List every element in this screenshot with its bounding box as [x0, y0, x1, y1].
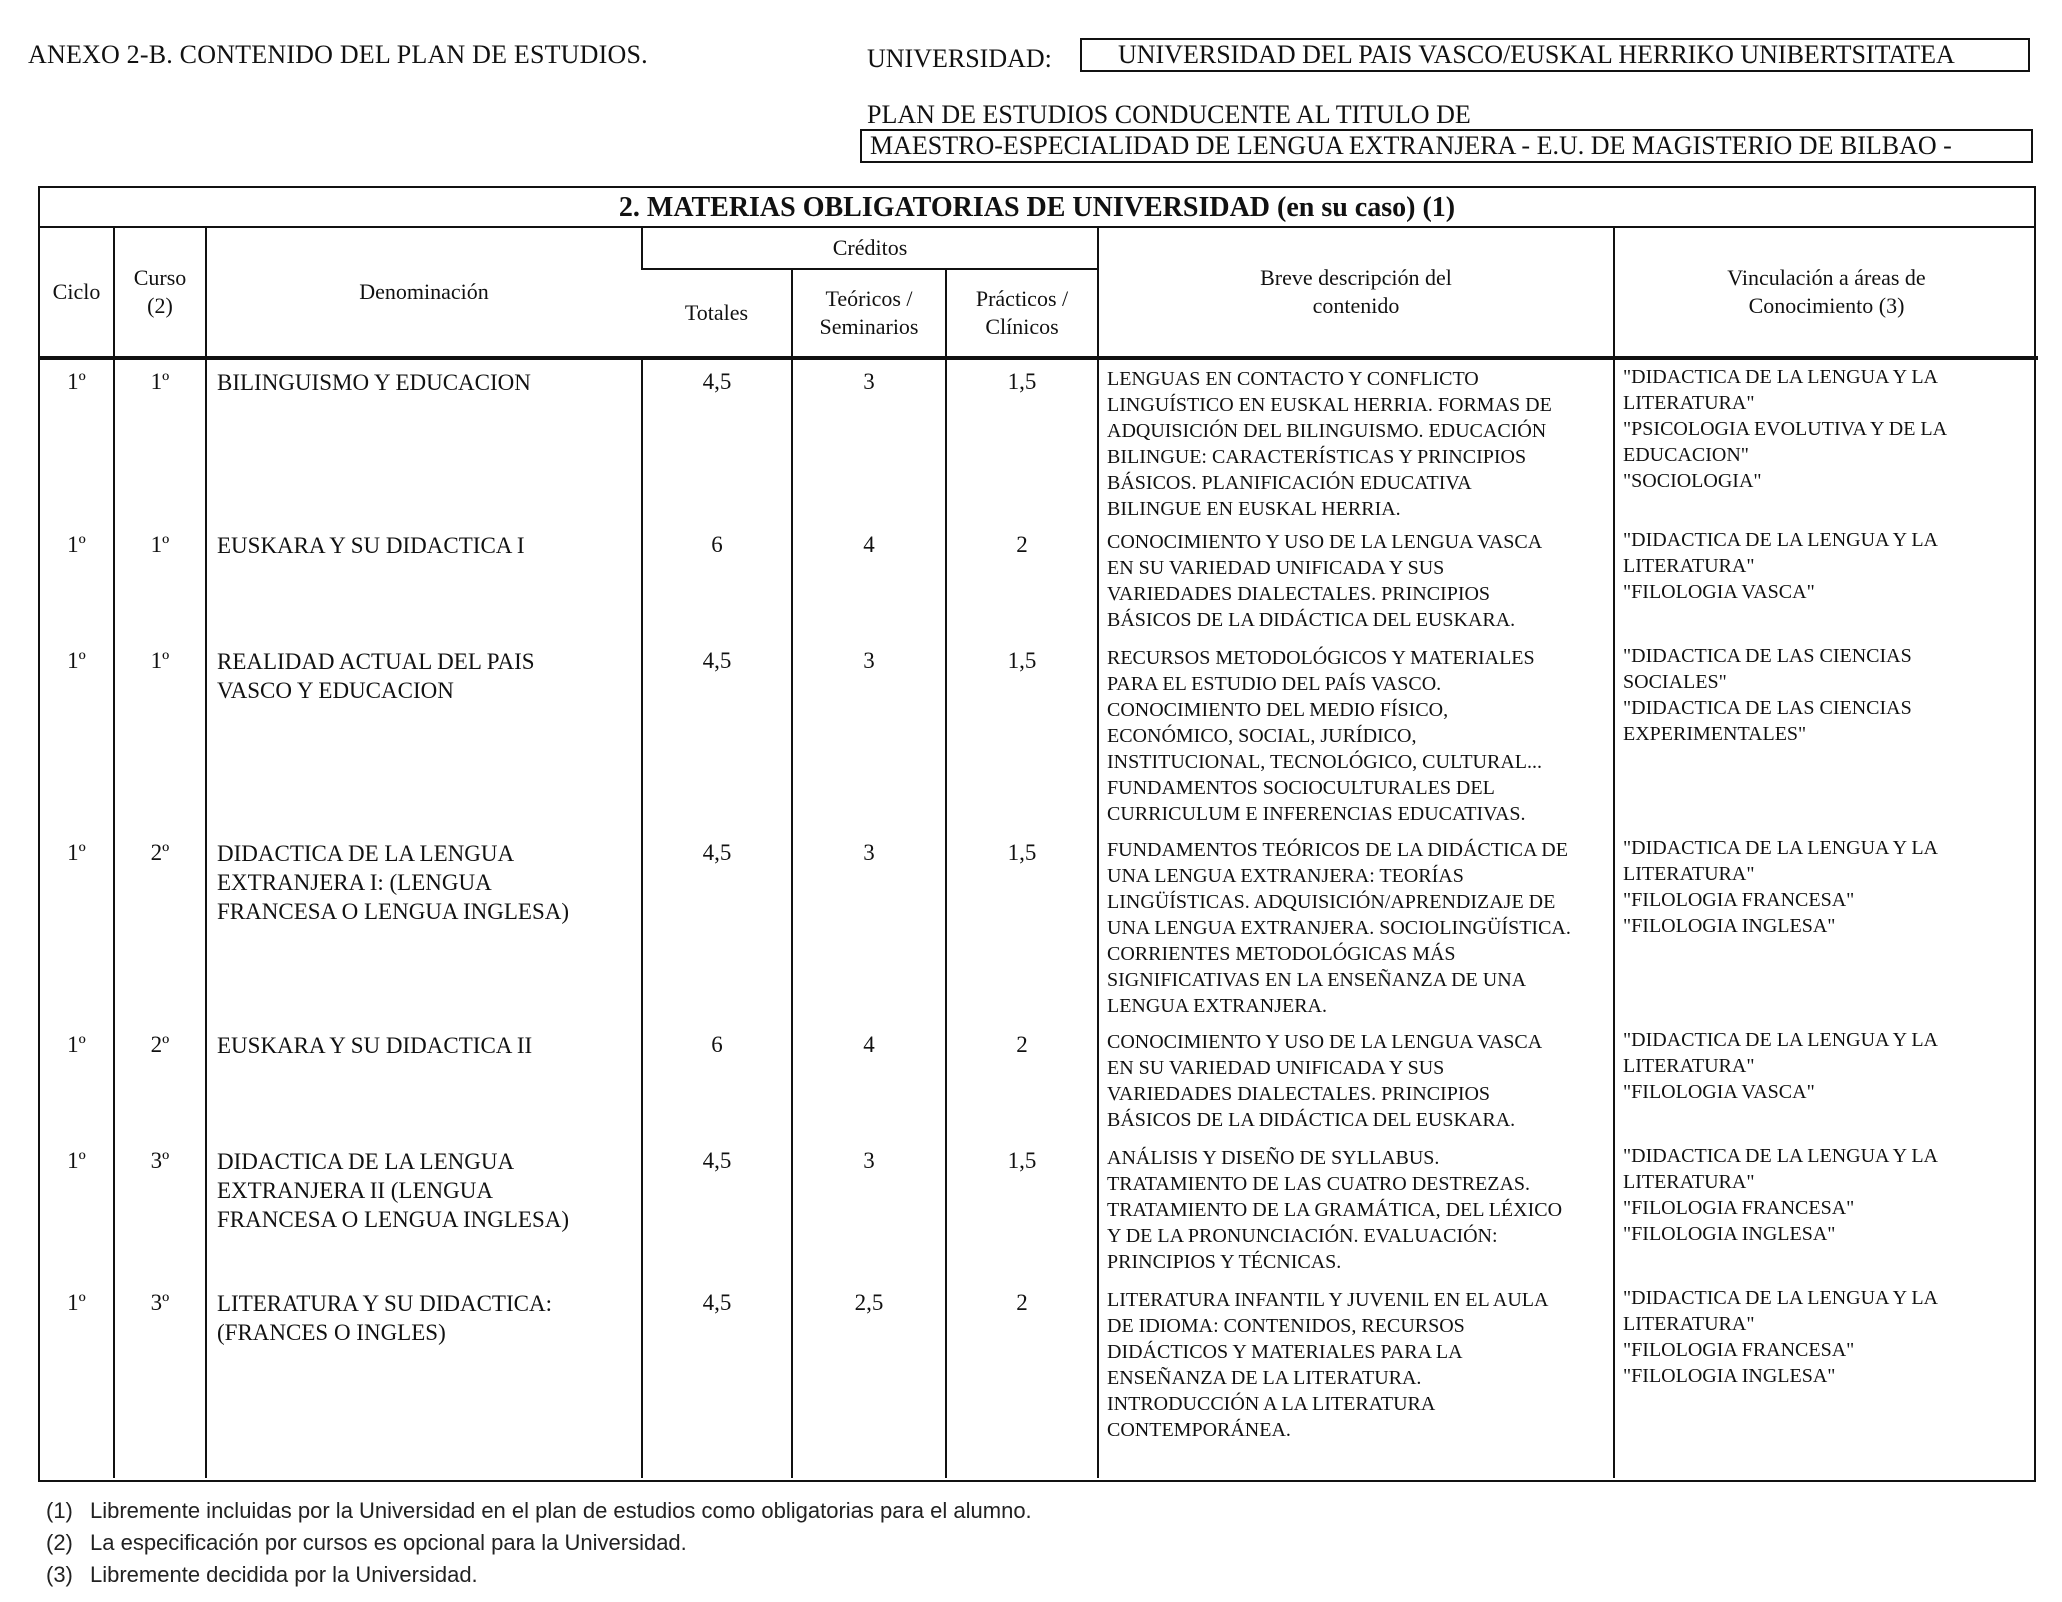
- descripcion-line: FUNDAMENTOS SOCIOCULTURALES DEL: [1107, 777, 1495, 799]
- descripcion-line: CONTEMPORÁNEA.: [1107, 1419, 1291, 1441]
- descripcion-line: PARA EL ESTUDIO DEL PAÍS VASCO.: [1107, 673, 1442, 695]
- cell-curso: 3º: [114, 1281, 206, 1469]
- table-row: [40, 639, 2038, 831]
- header-totales: Totales: [642, 269, 792, 358]
- vinculacion-line: "PSICOLOGIA EVOLUTIVA Y DE LA: [1623, 418, 1948, 440]
- vinculacion-line: "DIDACTICA DE LA LENGUA Y LA: [1623, 366, 1938, 388]
- cell-descripcion: [1098, 1139, 1614, 1281]
- footnote-number: (1): [46, 1498, 73, 1523]
- cell-ciclo: 1º: [67, 840, 86, 865]
- descripcion-line: CONOCIMIENTO Y USO DE LA LENGUA VASCA: [1107, 1031, 1543, 1053]
- descripcion-line: EN SU VARIEDAD UNIFICADA Y SUS: [1107, 1057, 1445, 1079]
- descripcion-line: CORRIENTES METODOLÓGICAS MÁS: [1107, 943, 1456, 965]
- header-vinculacion-line1: Vinculación a áreas de: [1727, 265, 1926, 290]
- header-teoricos-line1: Teóricos /: [825, 286, 913, 311]
- cell-descripcion: [1098, 831, 1614, 1023]
- cell-descripcion: [1098, 523, 1614, 639]
- vinculacion-line: "DIDACTICA DE LA LENGUA Y LA: [1623, 529, 1938, 551]
- header-ciclo: Ciclo: [40, 228, 114, 358]
- cell-curso: 1º: [114, 639, 206, 831]
- vinculacion-line: "FILOLOGIA INGLESA": [1623, 1365, 1836, 1387]
- descripcion-line: TRATAMIENTO DE LAS CUATRO DESTREZAS.: [1107, 1173, 1531, 1195]
- cell-ciclo: 1º: [67, 369, 86, 394]
- cell-ciclo: 1º: [67, 532, 86, 557]
- vinculacion-line: "DIDACTICA DE LA LENGUA Y LA: [1623, 837, 1938, 859]
- vinculacion-line: "FILOLOGIA VASCA": [1623, 581, 1815, 603]
- table-title: 2. MATERIAS OBLIGATORIAS DE UNIVERSIDAD (en su caso) (1): [40, 188, 2034, 228]
- cell-descripcion: [1098, 639, 1614, 831]
- footnote-number: (3): [46, 1562, 73, 1587]
- header-denominacion: Denominación: [206, 228, 642, 358]
- descripcion-line: CONOCIMIENTO Y USO DE LA LENGUA VASCA: [1107, 531, 1543, 553]
- cell-teoricos: 3: [792, 639, 946, 831]
- descripcion-line: TRATAMIENTO DE LA GRAMÁTICA, DEL LÉXICO: [1107, 1199, 1563, 1221]
- vinculacion-line: "DIDACTICA DE LAS CIENCIAS: [1623, 645, 1912, 667]
- denominacion-line: DIDACTICA DE LA LENGUA: [217, 1149, 515, 1174]
- empty-cell: [40, 1469, 114, 1478]
- denominacion-line: FRANCESA O LENGUA INGLESA): [217, 1207, 570, 1232]
- cell-denominacion: [206, 1139, 642, 1281]
- footnote-text: La especificación por cursos es opcional para la Universidad.: [90, 1530, 687, 1555]
- denominacion-line: EUSKARA Y SU DIDACTICA II: [217, 1033, 533, 1058]
- descripcion-line: CURRICULUM E INFERENCIAS EDUCATIVAS.: [1107, 803, 1526, 825]
- cell-teoricos: 3: [792, 358, 946, 523]
- empty-cell: [1098, 1469, 1614, 1478]
- cell-totales: 4,5: [642, 639, 792, 831]
- descripcion-line: LENGUA EXTRANJERA.: [1107, 995, 1327, 1017]
- cell-teoricos: 3: [792, 831, 946, 1023]
- descripcion-line: INSTITUCIONAL, TECNOLÓGICO, CULTURAL...: [1107, 751, 1542, 773]
- descripcion-line: BÁSICOS. PLANIFICACIÓN EDUCATIVA: [1107, 472, 1472, 494]
- vinculacion-line: LITERATURA": [1623, 1313, 1755, 1335]
- descripcion-line: EN SU VARIEDAD UNIFICADA Y SUS: [1107, 557, 1445, 579]
- university-label: UNIVERSIDAD:: [867, 44, 1052, 73]
- cell-practicos: 2: [946, 1023, 1098, 1139]
- vinculacion-line: LITERATURA": [1623, 1055, 1755, 1077]
- descripcion-line: ANÁLISIS Y DISEÑO DE SYLLABUS.: [1107, 1147, 1440, 1169]
- descripcion-line: VARIEDADES DIALECTALES. PRINCIPIOS: [1107, 1083, 1491, 1105]
- cell-vinculacion: [1614, 358, 2038, 523]
- footnote: [46, 1530, 687, 1556]
- subjects-table: [38, 186, 2036, 1482]
- university-name: UNIVERSIDAD DEL PAIS VASCO/EUSKAL HERRIKO UNIBERTSITATEA: [1080, 38, 2030, 72]
- cell-ciclo: 1º: [67, 648, 86, 673]
- descripcion-line: ENSEÑANZA DE LA LITERATURA.: [1107, 1367, 1422, 1389]
- vinculacion-line: "DIDACTICA DE LA LENGUA Y LA: [1623, 1145, 1938, 1167]
- table-row: [40, 1023, 2038, 1139]
- cell-practicos: 1,5: [946, 358, 1098, 523]
- cell-practicos: 1,5: [946, 1139, 1098, 1281]
- cell-vinculacion: [1614, 1139, 2038, 1281]
- vinculacion-line: "DIDACTICA DE LA LENGUA Y LA: [1623, 1029, 1938, 1051]
- table-filler-row: [40, 1469, 2038, 1478]
- denominacion-line: EXTRANJERA I: (LENGUA: [217, 870, 492, 895]
- cell-practicos: 1,5: [946, 639, 1098, 831]
- cell-vinculacion: [1614, 831, 2038, 1023]
- descripcion-line: DE IDIOMA: CONTENIDOS, RECURSOS: [1107, 1315, 1465, 1337]
- cell-teoricos: 4: [792, 523, 946, 639]
- denominacion-line: LITERATURA Y SU DIDACTICA:: [217, 1291, 552, 1316]
- descripcion-line: BÁSICOS DE LA DIDÁCTICA DEL EUSKARA.: [1107, 1109, 1516, 1131]
- denominacion-line: VASCO Y EDUCACION: [217, 678, 454, 703]
- header-curso-note: (2): [147, 293, 173, 318]
- descripcion-line: FUNDAMENTOS TEÓRICOS DE LA DIDÁCTICA DE: [1107, 839, 1568, 861]
- table-body: [40, 358, 2038, 1478]
- cell-teoricos: 3: [792, 1139, 946, 1281]
- vinculacion-line: EXPERIMENTALES": [1623, 723, 1807, 745]
- header-practicos-line2: Clínicos: [985, 314, 1059, 339]
- cell-practicos: 1,5: [946, 831, 1098, 1023]
- empty-cell: [946, 1469, 1098, 1478]
- plan-table: [40, 228, 2038, 1478]
- vinculacion-line: LITERATURA": [1623, 863, 1755, 885]
- footnote: [46, 1498, 1032, 1524]
- denominacion-line: REALIDAD ACTUAL DEL PAIS: [217, 649, 535, 674]
- descripcion-line: BÁSICOS DE LA DIDÁCTICA DEL EUSKARA.: [1107, 609, 1516, 631]
- cell-vinculacion: [1614, 1023, 2038, 1139]
- cell-practicos: 2: [946, 1281, 1098, 1469]
- vinculacion-line: "FILOLOGIA FRANCESA": [1623, 1339, 1855, 1361]
- cell-denominacion: [206, 831, 642, 1023]
- descripcion-line: INTRODUCCIÓN A LA LITERATURA: [1107, 1393, 1436, 1415]
- cell-descripcion: [1098, 358, 1614, 523]
- cell-vinculacion: [1614, 523, 2038, 639]
- header-descripcion: [1098, 228, 1614, 358]
- descripcion-line: ADQUISICIÓN DEL BILINGUISMO. EDUCACIÓN: [1107, 420, 1547, 442]
- table-row: [40, 358, 2038, 523]
- vinculacion-line: "FILOLOGIA FRANCESA": [1623, 889, 1855, 911]
- table-row: [40, 1139, 2038, 1281]
- plan-title: MAESTRO-ESPECIALIDAD DE LENGUA EXTRANJERA - E.U. DE MAGISTERIO DE BILBAO -: [860, 129, 2033, 163]
- header-curso-label: Curso: [133, 265, 187, 290]
- cell-totales: 6: [642, 523, 792, 639]
- footnote: [46, 1562, 478, 1588]
- denominacion-line: EXTRANJERA II (LENGUA: [217, 1178, 493, 1203]
- empty-cell: [642, 1469, 792, 1478]
- descripcion-line: PRINCIPIOS Y TÉCNICAS.: [1107, 1251, 1342, 1273]
- vinculacion-line: SOCIALES": [1623, 671, 1727, 693]
- denominacion-line: EUSKARA Y SU DIDACTICA I: [217, 533, 525, 558]
- empty-cell: [206, 1469, 642, 1478]
- cell-totales: 6: [642, 1023, 792, 1139]
- cell-totales: 4,5: [642, 1139, 792, 1281]
- descripcion-line: ECONÓMICO, SOCIAL, JURÍDICO,: [1107, 725, 1417, 747]
- cell-denominacion: [206, 358, 642, 523]
- descripcion-line: BILINGUE EN EUSKAL HERRIA.: [1107, 498, 1401, 520]
- cell-totales: 4,5: [642, 1281, 792, 1469]
- descripcion-line: LENGUAS EN CONTACTO Y CONFLICTO: [1107, 368, 1479, 390]
- descripcion-line: LINGÜÍSTICAS. ADQUISICIÓN/APRENDIZAJE DE: [1107, 891, 1556, 913]
- header-descripcion-line2: contenido: [1312, 293, 1400, 318]
- vinculacion-line: EDUCACION": [1623, 444, 1749, 466]
- table-row: [40, 1281, 2038, 1469]
- cell-curso: 2º: [114, 831, 206, 1023]
- vinculacion-line: LITERATURA": [1623, 392, 1755, 414]
- descripcion-line: Y DE LA PRONUNCIACIÓN. EVALUACIÓN:: [1107, 1225, 1498, 1247]
- empty-cell: [792, 1469, 946, 1478]
- denominacion-line: DIDACTICA DE LA LENGUA: [217, 841, 515, 866]
- cell-descripcion: [1098, 1281, 1614, 1469]
- denominacion-line: BILINGUISMO Y EDUCACION: [217, 370, 531, 395]
- table-row: [40, 523, 2038, 639]
- header-practicos: [946, 269, 1098, 358]
- cell-ciclo: 1º: [67, 1148, 86, 1173]
- vinculacion-line: "FILOLOGIA VASCA": [1623, 1081, 1815, 1103]
- header-descripcion-line1: Breve descripción del: [1260, 265, 1452, 290]
- cell-curso: 2º: [114, 1023, 206, 1139]
- descripcion-line: LITERATURA INFANTIL Y JUVENIL EN EL AULA: [1107, 1289, 1549, 1311]
- cell-curso: 1º: [114, 358, 206, 523]
- footnote-text: Libremente incluidas por la Universidad en el plan de estudios como obligatorias para el alumno.: [90, 1498, 1032, 1523]
- header-practicos-line1: Prácticos /: [975, 286, 1069, 311]
- cell-curso: 1º: [114, 523, 206, 639]
- descripcion-line: VARIEDADES DIALECTALES. PRINCIPIOS: [1107, 583, 1491, 605]
- empty-cell: [114, 1469, 206, 1478]
- descripcion-line: UNA LENGUA EXTRANJERA. SOCIOLINGÜÍSTICA.: [1107, 917, 1571, 939]
- vinculacion-line: LITERATURA": [1623, 555, 1755, 577]
- descripcion-line: DIDÁCTICOS Y MATERIALES PARA LA: [1107, 1341, 1463, 1363]
- vinculacion-line: "DIDACTICA DE LAS CIENCIAS: [1623, 697, 1912, 719]
- annex-title: ANEXO 2-B. CONTENIDO DEL PLAN DE ESTUDIOS.: [28, 40, 648, 69]
- vinculacion-line: LITERATURA": [1623, 1171, 1755, 1193]
- header-vinculacion-line2: Conocimiento (3): [1748, 293, 1905, 318]
- denominacion-line: (FRANCES O INGLES): [217, 1320, 446, 1345]
- cell-ciclo: 1º: [67, 1290, 86, 1315]
- vinculacion-line: "FILOLOGIA FRANCESA": [1623, 1197, 1855, 1219]
- cell-teoricos: 2,5: [792, 1281, 946, 1469]
- vinculacion-line: "FILOLOGIA INGLESA": [1623, 915, 1836, 937]
- footnote-text: Libremente decidida por la Universidad.: [90, 1562, 478, 1587]
- descripcion-line: UNA LENGUA EXTRANJERA: TEORÍAS: [1107, 865, 1464, 887]
- descripcion-line: BILINGUE: CARACTERÍSTICAS Y PRINCIPIOS: [1107, 446, 1527, 468]
- header-teoricos: [792, 269, 946, 358]
- cell-curso: 3º: [114, 1139, 206, 1281]
- vinculacion-line: "DIDACTICA DE LA LENGUA Y LA: [1623, 1287, 1938, 1309]
- header-curso: [114, 228, 206, 358]
- cell-vinculacion: [1614, 1281, 2038, 1469]
- cell-totales: 4,5: [642, 358, 792, 523]
- empty-cell: [1614, 1469, 2038, 1478]
- cell-descripcion: [1098, 1023, 1614, 1139]
- header-vinculacion: [1614, 228, 2038, 358]
- descripcion-line: LINGUÍSTICO EN EUSKAL HERRIA. FORMAS DE: [1107, 394, 1552, 416]
- denominacion-line: FRANCESA O LENGUA INGLESA): [217, 899, 570, 924]
- cell-denominacion: [206, 523, 642, 639]
- vinculacion-line: "SOCIOLOGIA": [1623, 470, 1762, 492]
- cell-ciclo: 1º: [67, 1032, 86, 1057]
- cell-practicos: 2: [946, 523, 1098, 639]
- cell-denominacion: [206, 639, 642, 831]
- table-row: [40, 831, 2038, 1023]
- header-teoricos-line2: Seminarios: [819, 314, 919, 339]
- cell-totales: 4,5: [642, 831, 792, 1023]
- plan-label: PLAN DE ESTUDIOS CONDUCENTE AL TITULO DE: [867, 100, 1471, 129]
- cell-denominacion: [206, 1023, 642, 1139]
- vinculacion-line: "FILOLOGIA INGLESA": [1623, 1223, 1836, 1245]
- descripcion-line: CONOCIMIENTO DEL MEDIO FÍSICO,: [1107, 699, 1449, 721]
- footnote-number: (2): [46, 1530, 73, 1555]
- header-creditos: Créditos: [642, 228, 1098, 269]
- cell-denominacion: [206, 1281, 642, 1469]
- cell-vinculacion: [1614, 639, 2038, 831]
- descripcion-line: RECURSOS METODOLÓGICOS Y MATERIALES: [1107, 647, 1535, 669]
- descripcion-line: SIGNIFICATIVAS EN LA ENSEÑANZA DE UNA: [1107, 969, 1527, 991]
- cell-teoricos: 4: [792, 1023, 946, 1139]
